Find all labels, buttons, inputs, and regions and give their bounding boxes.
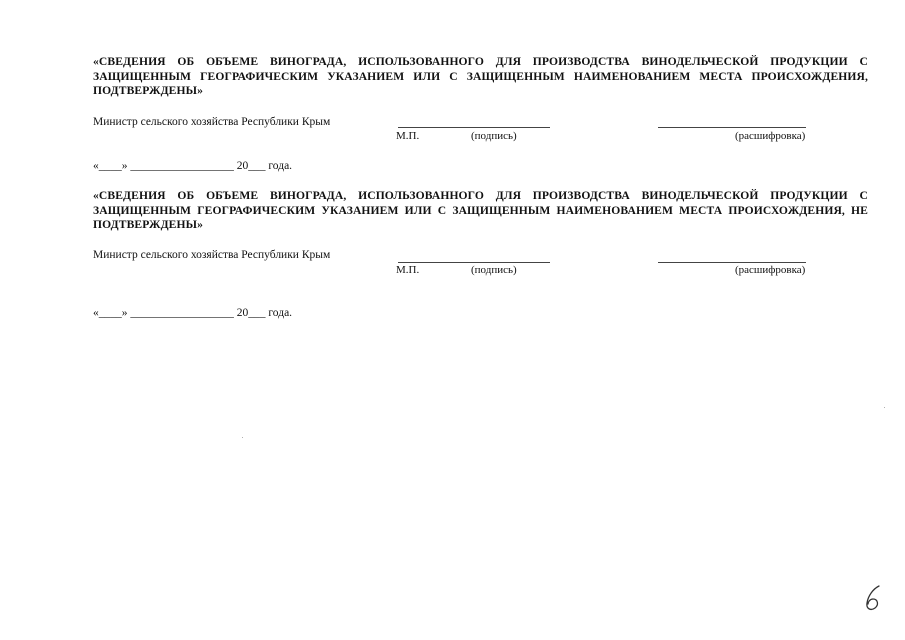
scan-speck bbox=[242, 437, 243, 438]
decryption-line-confirmed bbox=[658, 127, 806, 128]
date-line-not-confirmed: «____» __________________ 20___ года. bbox=[93, 307, 293, 319]
handwritten-page-number bbox=[862, 583, 886, 613]
stamp-label-confirmed: М.П. bbox=[396, 130, 420, 142]
decryption-label-confirmed: (расшифровка) bbox=[735, 130, 806, 142]
date-line-confirmed: «____» __________________ 20___ года. bbox=[93, 160, 293, 172]
section-confirmed-heading: «СВЕДЕНИЯ ОБ ОБЪЕМЕ ВИНОГРАДА, ИСПОЛЬЗОВАННОГО ДЛЯ ПРОИЗВОДСТВА ВИНОДЕЛЬЧЕСКОЙ ПРОДУКЦИИ С ЗАЩИЩЕННЫМ ГЕОГРАФИЧЕСКИМ УКАЗАНИЕМ ИЛИ С ЗАЩИЩЕННЫМ НАИМЕНОВАНИЕМ МЕСТА ПРОИСХОЖДЕНИЯ, ПОДТВЕРЖДЕНЫ» bbox=[93, 55, 868, 97]
decryption-label-not-confirmed: (расшифровка) bbox=[735, 264, 806, 276]
signature-label-confirmed: (подпись) bbox=[471, 130, 517, 142]
scan-speck bbox=[884, 407, 885, 408]
section-not-confirmed-heading: «СВЕДЕНИЯ ОБ ОБЪЕМЕ ВИНОГРАДА, ИСПОЛЬЗОВАННОГО ДЛЯ ПРОИЗВОДСТВА ВИНОДЕЛЬЧЕСКОЙ ПРОДУКЦИИ С ЗАЩИЩЕННЫМ ГЕОГРАФИЧЕСКИМ УКАЗАНИЕМ ИЛИ С ЗАЩИЩЕННЫМ НАИМЕНОВАНИЕМ МЕСТА ПРОИСХОЖДЕНИЯ, НЕ ПОДТВЕРЖДЕНЫ» bbox=[93, 189, 868, 231]
minister-label-not-confirmed: Министр сельского хозяйства Республики Крым bbox=[93, 249, 331, 261]
stamp-label-not-confirmed: М.П. bbox=[396, 264, 420, 276]
minister-label-confirmed: Министр сельского хозяйства Республики Крым bbox=[93, 116, 331, 128]
signature-label-not-confirmed: (подпись) bbox=[471, 264, 517, 276]
signature-line-not-confirmed bbox=[398, 262, 550, 263]
signature-line-confirmed bbox=[398, 127, 550, 128]
decryption-line-not-confirmed bbox=[658, 262, 806, 263]
